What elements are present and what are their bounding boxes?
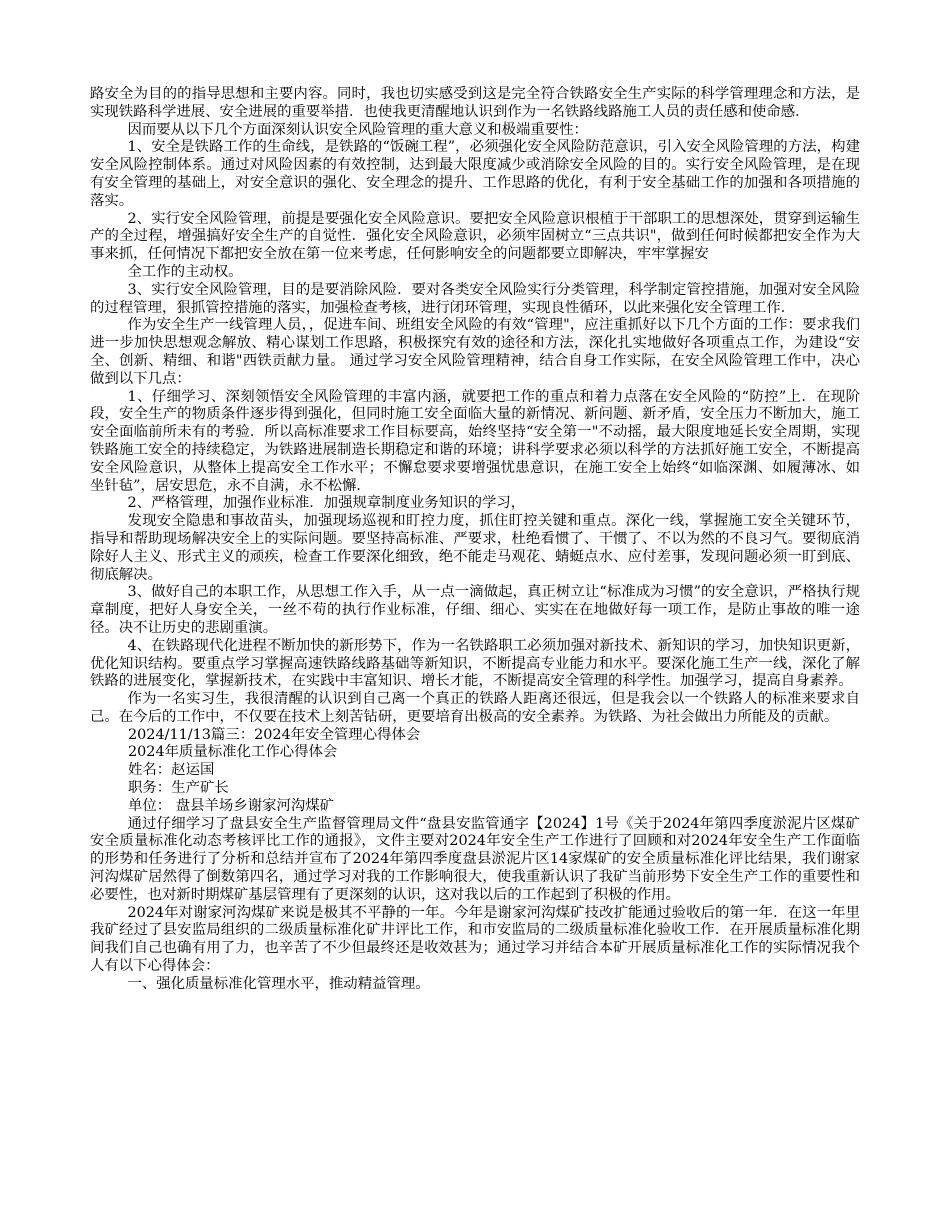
document-meta-line: 姓名：赵运国 <box>128 762 215 779</box>
document-paragraph: 2、实行安全风险管理，前提是要强化安全风险意识。要把安全风险意识根植于干部职工的思想深处，贯穿到运输生产的全过程，增强搞好安全生产的自觉性．强化安全风险意识，必须牢固树立“三点共识"，做到任何时候都把安全作为大事来抓，任何情况下都把安全放在第一位来考虑，任何影响安全的问题都要立即解决，牢牢掌握安 <box>90 210 860 263</box>
document-meta-line: 职务：生产矿长 <box>128 780 229 797</box>
document-meta-line: 单位： 盘县羊场乡谢家河沟煤矿 <box>128 797 335 814</box>
document-paragraph: 3、做好自己的本职工作，从思想工作入手，从一点一滴做起，真正树立让“标准成为习惯”的安全意识，严格执行规章制度，把好人身安全关，一丝不苟的执行作业标准，仔细、细心、实实在在地做好每一项工作，是防止事故的唯一途径。决不让历史的悲剧重演。 <box>90 584 860 636</box>
document-meta-line: 2024年质量标准化工作心得体会 <box>128 744 338 761</box>
document-paragraph: 1、仔细学习、深刻领悟安全风险管理的丰富内涵，就要把工作的重点和着力点落在安全风险的“防控”上．在现阶段，安全生产的物质条件逐步得到强化，但同时施工安全面临大量的新情况、新问题、新矛盾，安全压力不断加大，施工安全面临前所未有的考验．所以高标准要求工作目标要高，始终坚持“安全第一"不动摇，最大限度地延长安全周期，实现铁路施工安全的持续稳定，为铁路进展制造长期稳定和谐的环境；讲科学要求必须以科学的方法抓好施工安全，不断提高安全风险意识，从整体上提高安全工作水平；不懈怠要求要增强忧患意识，在施工安全上始终“如临深渊、如履薄冰、如坐针毡”，居安思危，永不自满，永不松懈． <box>90 388 860 494</box>
document-paragraph: 2024年对谢家河沟煤矿来说是极其不平静的一年。今年是谢家河沟煤矿技改扩能通过验收后的第一年．在这一年里我矿经过了县安监局组织的二级质量标准化矿井评比工作，和市安监局的二级质量标准化验收工作．在开展质量标准化期间我们自己也确有用了力，也辛苦了不少但最终还是收效甚为；通过学习并结合本矿开展质量标准化工作的实际情况我个人有以下心得体会： <box>90 904 860 975</box>
document-paragraph: 2、严格管理，加强作业标准．加强规章制度业务知识的学习， <box>127 495 526 512</box>
document-paragraph: 1、安全是铁路工作的生命线，是铁路的“饭碗工程”，必须强化安全风险防范意识，引入安全风险管理的方法，构建安全风险控制体系。通过对风险因素的有效控制，达到最大限度减少或消除安全风险的目的。实行安全风险管理，是在现有安全管理的基础上，对安全意识的强化、安全理念的提升、工作思路的优化，有利于安全基础工作的加强和各项措施的落实。 <box>90 139 860 209</box>
document-paragraph: 作为一名实习生，我很清醒的认识到自己离一个真正的铁路人距离还很远，但是我会以一个铁路人的标准来要求自己。在今后的工作中，不仅要在技术上刻苦钻研，更要培育出极高的安全素养。为铁路、为社会做出力所能及的贡献。 <box>90 691 860 725</box>
document-body <box>90 86 860 994</box>
document-paragraph: 4、在铁路现代化进程不断加快的新形势下，作为一名铁路职工必须加强对新技术、新知识的学习，加快知识更新，优化知识结构。要重点学习掌握高速铁路线路基础等新知识，不断提高专业能力和水平。要深化施工生产一线，深化了解铁路的进展变化，掌握新技术，在实践中丰富知识、增长才能，不断提高安全管理的科学性。加强学习，提高自身素养。 <box>90 637 860 690</box>
document-paragraph: 作为安全生产一线管理人员，，促进车间、班组安全风险的有效“管理"，应注重抓好以下几个方面的工作：要求我们进一步加快思想观念解放、精心谋划工作思路，积极探究有效的途径和方法，深化扎实地做好各项重点工作，为建设“安全、创新、精细、和谐"西铁贡献力量。 通过学习安全风险管理精神，结合自身工作实际，在安全风险管理工作中，决心做到以下几点： <box>90 317 860 387</box>
document-paragraph: 通过仔细学习了盘县安全生产监督管理局文件“盘县安监管通字【2024】1号《关于2024年第四季度淤泥片区煤矿安全质量标准化动态考核评比工作的通报》，文件主要对2024年安全生产工作进行了回顾和对2024年安全生产工作面临的形势和任务进行了分析和总结并宣布了2024年第四季度盘县淤泥片区14家煤矿的安全质量标准化评比结果，我们谢家河沟煤矿居然得了倒数第四名，通过学习对我的工作影响很大，使我重新认识了我矿当前形势下安全生产工作的重要性和必要性，也对新时期煤矿基层管理有了更深刻的认识，这对我以后的工作起到了积极的作用。 <box>90 815 860 903</box>
document-paragraph: 路安全为目的的指导思想和主要内容。同时，我也切实感受到这是完全符合铁路安全生产实际的科学管理理念和方法，是实现铁路科学进展、安全进展的重要举措．也使我更清醒地认识到作为一名铁路线路施工人员的责任感和使命感． <box>90 86 860 120</box>
document-paragraph: 3、实行安全风险管理，目的是要消除风险．要对各类安全风险实行分类管理，科学制定管控措施，加强对安全风险的过程管理，狠抓管控措施的落实，加强检查考核，进行闭环管理，实现良性循环，以此来强化安全管理工作． <box>90 281 860 316</box>
document-paragraph: 因而要从以下几个方面深刻认识安全风险管理的重大意义和极端重要性： <box>127 121 588 138</box>
document-meta-line: 2024/11/13篇三：2024年安全管理心得体会 <box>128 726 421 743</box>
document-paragraph: 一、强化质量标准化管理水平，推动精益管理。 <box>127 975 430 992</box>
document-paragraph: 发现安全隐患和事故苗头，加强现场巡视和盯控力度，抓住盯控关键和重点。深化一线，掌握施工安全关键环节，指导和帮助现场解决安全上的实际问题。要坚持高标准、严要求，杜绝看惯了、干惯了、不以为然的不良习气。要彻底消除好人主义、形式主义的顽疾，检查工作要深化细致，绝不能走马观花、蜻蜓点水、应付差事，发现问题必须一盯到底、彻底解决。 <box>90 513 860 583</box>
document-paragraph: 全工作的主动权。 <box>127 263 243 280</box>
